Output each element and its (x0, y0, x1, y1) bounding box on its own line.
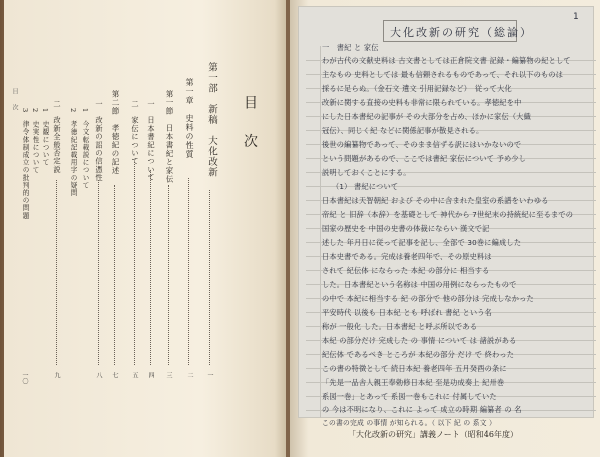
note-line: この書の特徴として 続日本紀 養老四年 五月癸酉の条に (322, 364, 507, 373)
note-line: 紀伝体 であるべき ところが 本紀の部分 だけ で 終わった (322, 350, 515, 359)
page-number: 九 (53, 372, 60, 378)
section2-title: 第二節 孝徳紀の記述 (111, 90, 120, 175)
chapter1-title: 第一章 史料の性質 (185, 78, 194, 159)
page-number: 一 (206, 372, 213, 378)
note-line: 主なもの 史料としては 最も信頼されるものであって、それ以下のものは (322, 70, 564, 79)
page-number: 五 (131, 372, 138, 378)
page-number: 八 (95, 372, 102, 378)
toc-title: 目 次 (242, 95, 258, 158)
page-number: 一〇 (21, 372, 28, 384)
page-number: 二 (186, 372, 193, 378)
notebook-header: 大化改新の研究（総論） (390, 26, 533, 39)
dot-leader (98, 180, 99, 365)
note-line: わが古代の文献史料は 古文書としては正倉院文書 記録・編纂物の紀として (322, 56, 571, 65)
dot-leader (134, 162, 135, 365)
toc-subitem: 3 律令体制成立の批判的の問題 (21, 108, 29, 220)
note-line: 本紀 の部分だけ 完成した の 事情 について は 諸説がある (322, 336, 517, 345)
note-line: 系図一巻」とあって 系図一巻もこれに 付属していた (322, 392, 497, 401)
note-line: 称が 一般化 した。日本書紀 と呼ぶ所以である (322, 322, 478, 331)
note-line: 改新に関する直接の史料も非常に限られている。孝徳紀を中 (322, 98, 522, 107)
toc-item: 二 改新全般否定説 (53, 100, 62, 174)
page-mark: 1 (573, 12, 579, 22)
note-line: 述した 年月日に従って記事を記し、全部で 30巻に編成した (322, 238, 522, 247)
part1-title: 第一部 新稿 大化改新 (206, 62, 217, 178)
note-line: （1） 書紀について (332, 182, 399, 191)
note-line: にした日本書紀の記事が その大部分を占め、ほかに家伝（大織 (322, 112, 532, 121)
toc-subitem: 1 史観について (41, 108, 49, 167)
dot-leader (150, 170, 151, 365)
note-line: 平安時代 以後も 日本紀 とも 呼ばれ 書紀 という名 (322, 308, 493, 317)
note-line: 一 書紀 と 家伝 (322, 43, 379, 52)
toc-subitem: 1 今文転載説について (81, 108, 89, 190)
section1-title: 第一節 日本書紀と家伝 (165, 90, 174, 184)
note-line: 説明しておくことにする。 (322, 168, 411, 177)
dot-leader (188, 178, 189, 365)
toc-item: 一 改新の詔の信憑性 (95, 100, 104, 182)
note-line: の 今は不明になり、これに よって 成立の時期 編纂者 の 名 (322, 405, 522, 414)
running-head-top: 目 (11, 88, 18, 95)
dot-leader (209, 190, 210, 365)
note-line: した。日本書紀という名称は 中国の用例にならったもので (322, 280, 517, 289)
note-line: 採るに足らぬ。（金石文 遺文 引用記録など） 従って大化 (322, 84, 512, 93)
toc-subitem: 2 孝徳紀記載用字の疑問 (69, 108, 77, 197)
note-line: 国家の歴史を 中国の史書の体裁にならい 漢文で記 (322, 224, 490, 233)
page-number: 四 (147, 372, 154, 378)
notebook-scan (298, 6, 594, 427)
dot-leader (56, 180, 57, 365)
note-line: 帝紀 と 旧辞（本辞）を基礎として 神代から 7世紀末の持統紀に至るまでの (322, 210, 574, 219)
notebook-page (290, 0, 600, 457)
page-number: 三 (165, 372, 172, 378)
toc-item: 一 日本書紀について (147, 100, 156, 182)
note-line: 冠伝）、同じく紀 などに関係記事が散見される。 (322, 126, 484, 135)
note-line: この書の完成 の事情 が知られる。（ 以下 紀 の 系文 ） (322, 419, 497, 427)
toc-page (4, 0, 286, 457)
page-number: 七 (111, 372, 118, 378)
note-line: されて 紀伝体 にならった 本紀 の部分に 相当する (322, 266, 490, 275)
note-line: 日本史書である。完成は養老四年で、その原史料は (322, 252, 492, 261)
note-line: 「先是一品舎人親王奉勅修日本紀 至是功成奏上 紀卅巻 (322, 378, 505, 387)
note-line: の中で 本紀に相当する 紀 の部分で 他の部分は 完成しなかった (322, 294, 534, 303)
dot-leader (114, 185, 115, 365)
toc-subitem: 2 史実性について (31, 108, 39, 174)
note-line: 後世の編纂物であって、そのまま信ずる訳にはいかないので (322, 140, 522, 149)
figure-caption: 「大化改新の研究」講義ノート（昭和46年度） (348, 430, 518, 439)
toc-item: 二 家伝について (131, 100, 140, 166)
note-line: 日本書紀は天智朝紀 および その中に含まれた皇室の系譜をいわゆる (322, 196, 549, 205)
note-line: という問題があるので、ここでは書紀 家伝について 予め少し (322, 154, 527, 163)
running-head-bottom: 次 (11, 104, 18, 111)
dot-leader (168, 185, 169, 365)
